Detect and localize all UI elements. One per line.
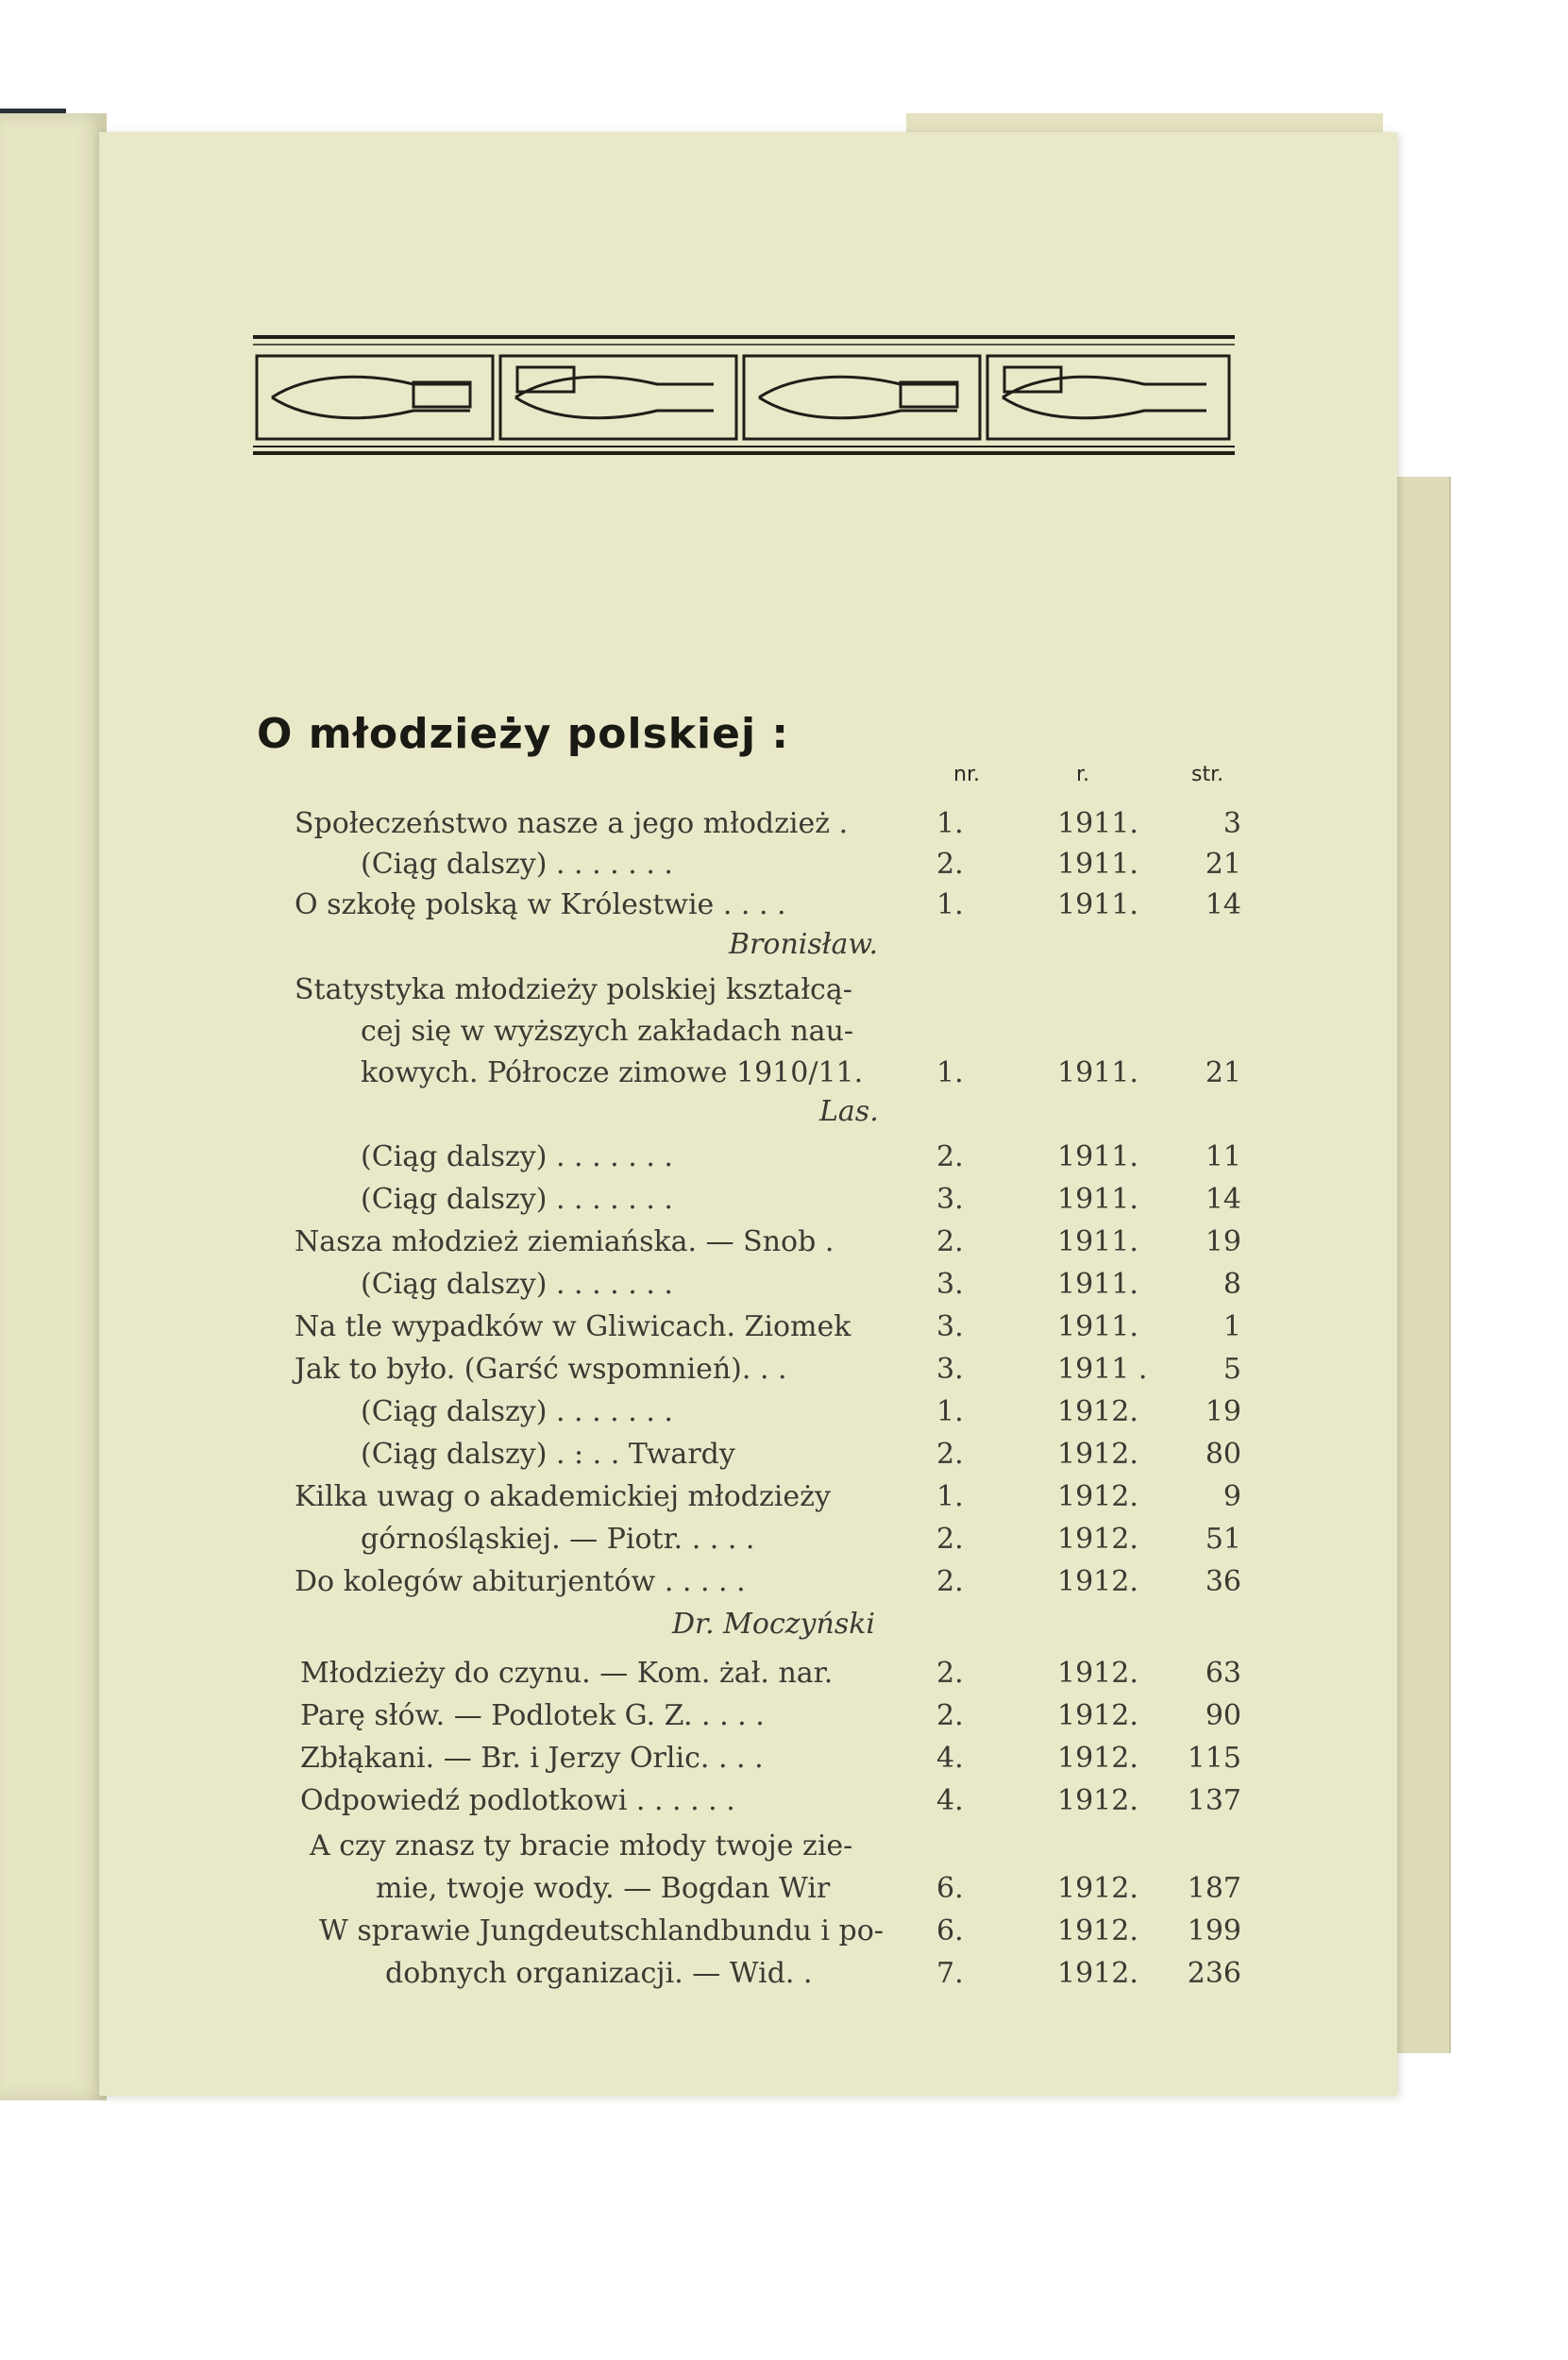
toc-year: 1911. (1057, 1268, 1138, 1301)
toc-nr: 4. (936, 1742, 964, 1775)
toc-nr: 4. (936, 1784, 964, 1817)
toc-title: W sprawie Jungdeutschlandbundu i po- (319, 1914, 884, 1947)
toc-nr: 2. (936, 848, 964, 881)
toc-year: 1912. (1057, 1480, 1138, 1513)
toc-page: 115 (1187, 1742, 1241, 1775)
toc-page: 21 (1205, 1056, 1241, 1089)
toc-page: 236 (1187, 1957, 1241, 1990)
toc-page: 36 (1205, 1565, 1241, 1598)
toc-author: Bronisław. (729, 928, 879, 961)
toc-title: (Ciąg dalszy) . . . . . . . (361, 848, 673, 881)
toc-title: cej się w wyższych zakładach nau- (361, 1015, 854, 1048)
toc-title: Odpowiedź podlotkowi . . . . . . (300, 1784, 735, 1817)
toc-page: 199 (1187, 1914, 1241, 1947)
toc-title: Do kolegów abiturjentów . . . . . (295, 1565, 746, 1598)
toc-page: 137 (1187, 1784, 1241, 1817)
toc-year: 1912. (1057, 1957, 1138, 1990)
toc-nr: 1. (936, 1056, 964, 1089)
toc-year: 1912. (1057, 1784, 1138, 1817)
toc-page: 51 (1205, 1523, 1241, 1556)
toc-nr: 1. (936, 1480, 964, 1513)
toc-year: 1912. (1057, 1565, 1138, 1598)
toc-nr: 6. (936, 1872, 964, 1905)
toc-nr: 1. (936, 888, 964, 921)
toc-page: 3 (1222, 807, 1241, 840)
toc-title: (Ciąg dalszy) . . . . . . . (361, 1268, 673, 1301)
toc-title: Na tle wypadków w Gliwicach. Ziomek (295, 1310, 851, 1343)
toc-year: 1912. (1057, 1872, 1138, 1905)
toc-year: 1912. (1057, 1395, 1138, 1428)
toc-title: (Ciąg dalszy) . . . . . . . (361, 1183, 673, 1216)
toc-year: 1911. (1057, 1225, 1138, 1258)
toc-title: Statystyka młodzieży polskiej kształcą- (295, 973, 852, 1006)
toc-page: 80 (1205, 1438, 1241, 1471)
toc-title: dobnych organizacji. — Wid. . (385, 1957, 813, 1990)
toc-title: (Ciąg dalszy) . : . . Twardy (361, 1438, 735, 1471)
toc-year: 1912. (1057, 1657, 1138, 1690)
toc-year: 1911. (1057, 1056, 1138, 1089)
toc-nr: 3. (936, 1268, 964, 1301)
toc-title: A czy znasz ty bracie młody twoje zie- (310, 1829, 853, 1863)
toc-page: 5 (1222, 1353, 1241, 1386)
toc-nr: 2. (936, 1438, 964, 1471)
toc-nr: 3. (936, 1353, 964, 1386)
toc-nr: 2. (936, 1225, 964, 1258)
toc-year: 1911. (1057, 807, 1138, 840)
toc-year: 1912. (1057, 1523, 1138, 1556)
column-header-year: r. (1076, 763, 1090, 786)
toc-author: Dr. Moczyński (672, 1608, 875, 1641)
toc-page: 187 (1187, 1872, 1241, 1905)
toc-nr: 2. (936, 1657, 964, 1690)
toc-year: 1911. (1057, 848, 1138, 881)
toc-title: Jak to było. (Garść wspomnień). . . (295, 1353, 787, 1386)
toc-page: 1 (1222, 1310, 1241, 1343)
toc-title: Młodzieży do czynu. — Kom. żał. nar. (300, 1657, 834, 1690)
toc-nr: 3. (936, 1183, 964, 1216)
toc-nr: 2. (936, 1523, 964, 1556)
toc-page: 19 (1205, 1225, 1241, 1258)
toc-nr: 2. (936, 1699, 964, 1732)
column-header-nr: nr. (953, 763, 980, 786)
toc-page: 8 (1222, 1268, 1241, 1301)
toc-nr: 1. (936, 1395, 964, 1428)
toc-title: Nasza młodzież ziemiańska. — Snob . (295, 1225, 835, 1258)
column-header-page: str. (1191, 763, 1224, 786)
toc-page: 9 (1222, 1480, 1241, 1513)
toc-title: O szkołę polską w Królestwie . . . . (295, 888, 786, 921)
toc-page: 90 (1205, 1699, 1241, 1732)
toc-title: Zbłąkani. — Br. i Jerzy Orlic. . . . (300, 1742, 764, 1775)
toc-year: 1912. (1057, 1914, 1138, 1947)
toc-page: 11 (1205, 1140, 1241, 1173)
toc-title: (Ciąg dalszy) . . . . . . . (361, 1395, 673, 1428)
section-heading: O młodzieży polskiej : (257, 710, 789, 758)
toc-year: 1911. (1057, 1183, 1138, 1216)
toc-page: 19 (1205, 1395, 1241, 1428)
toc-title: Parę słów. — Podlotek G. Z. . . . . (300, 1699, 765, 1732)
toc-title: górnośląskiej. — Piotr. . . . . (361, 1523, 755, 1556)
toc-year: 1912. (1057, 1699, 1138, 1732)
toc-year: 1911. (1057, 888, 1138, 921)
toc-nr: 2. (936, 1140, 964, 1173)
toc-page: 14 (1205, 1183, 1241, 1216)
toc-nr: 1. (936, 807, 964, 840)
toc-title: Społeczeństwo nasze a jego młodzież . (295, 807, 849, 840)
toc-author: Las. (819, 1095, 879, 1128)
toc-year: 1911 . (1057, 1353, 1148, 1386)
toc-page: 21 (1205, 848, 1241, 881)
toc-year: 1912. (1057, 1742, 1138, 1775)
toc-year: 1912. (1057, 1438, 1138, 1471)
toc-title: Kilka uwag o akademickiej młodzieży (295, 1480, 831, 1513)
toc-title: mie, twoje wody. — Bogdan Wir (376, 1872, 831, 1905)
toc-page: 63 (1205, 1657, 1241, 1690)
toc-year: 1911. (1057, 1310, 1138, 1343)
toc-title: kowych. Półrocze zimowe 1910/11. (361, 1056, 864, 1089)
toc-nr: 6. (936, 1914, 964, 1947)
toc-nr: 2. (936, 1565, 964, 1598)
toc-nr: 7. (936, 1957, 964, 1990)
toc-year: 1911. (1057, 1140, 1138, 1173)
toc-page: 14 (1205, 888, 1241, 921)
toc-title: (Ciąg dalszy) . . . . . . . (361, 1140, 673, 1173)
toc-nr: 3. (936, 1310, 964, 1343)
